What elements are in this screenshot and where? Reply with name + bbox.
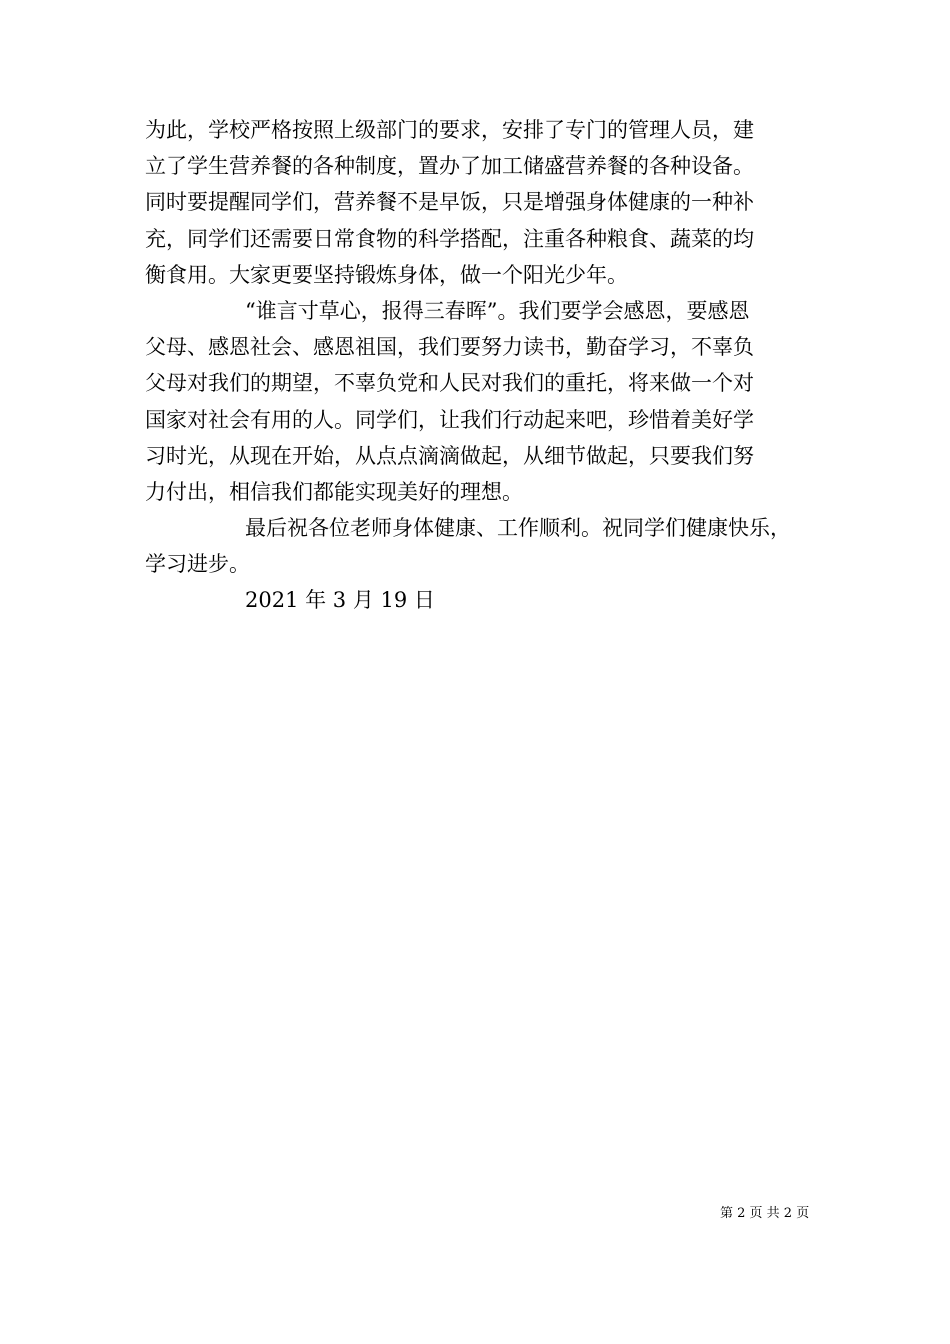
text-line: 父母对我们的期望，不辜负党和人民对我们的重托，将来做一个对 bbox=[145, 371, 754, 396]
text-line: 衡食用。大家更要坚持锻炼身体，做一个阳光少年。 bbox=[145, 262, 628, 287]
text-line: 学习进步。 bbox=[145, 552, 250, 577]
text-line: 力付出，相信我们都能实现美好的理想。 bbox=[145, 479, 523, 504]
page-number-footer: 第 2 页 共 2 页 bbox=[720, 1206, 810, 1221]
text-line: 最后祝各位老师身体健康、工作顺利。祝同学们健康快乐， bbox=[245, 516, 791, 541]
date-line: 2021 年 3 月 19 日 bbox=[245, 588, 435, 613]
text-line: 同时要提醒同学们，营养餐不是早饭，只是增强身体健康的一种补 bbox=[145, 190, 754, 215]
text-line: 充，同学们还需要日常食物的科学搭配，注重各种粮食、蔬菜的均 bbox=[145, 226, 754, 251]
text-line: “谁言寸草心，报得三春晖”。我们要学会感恩，要感恩 bbox=[245, 298, 750, 323]
text-line: 立了学生营养餐的各种制度，置办了加工储盛营养餐的各种设备。 bbox=[145, 154, 754, 179]
text-line: 为此，学校严格按照上级部门的要求，安排了专门的管理人员，建 bbox=[145, 118, 754, 142]
text-line: 父母、感恩社会、感恩祖国，我们要努力读书，勤奋学习，不辜负 bbox=[145, 335, 754, 360]
text-line: 习时光，从现在开始，从点点滴滴做起，从细节做起，只要我们努 bbox=[145, 443, 754, 468]
text-line: 国家对社会有用的人。同学们，让我们行动起来吧，珍惜着美好学 bbox=[145, 407, 754, 432]
document-body bbox=[145, 112, 825, 619]
